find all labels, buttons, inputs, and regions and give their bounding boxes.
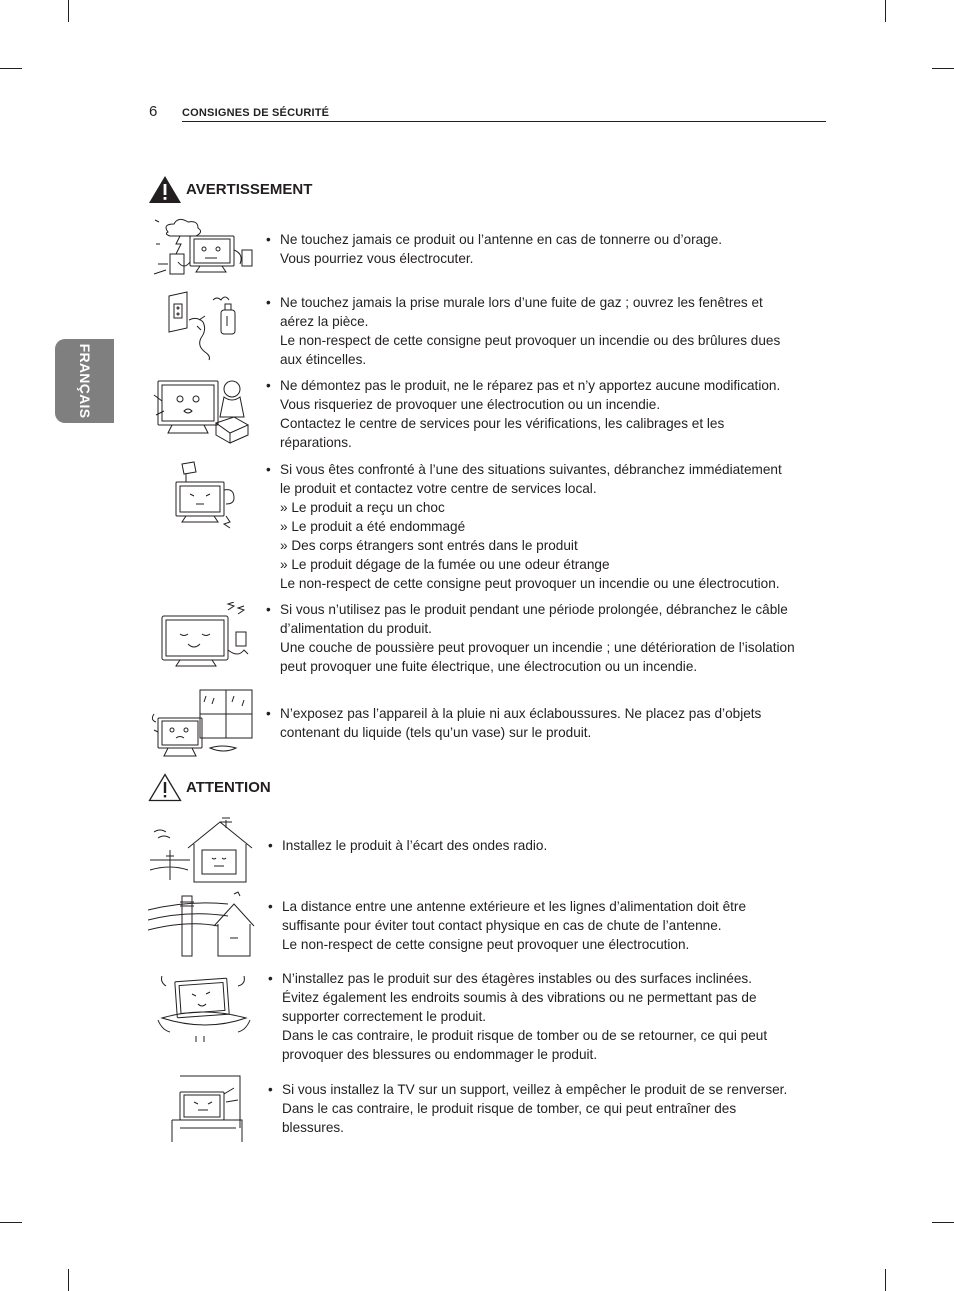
tv-rain-window-illustration [150,684,260,767]
item-text-line: Ne touchez jamais la prise murale lors d’une fuite de gaz ; ouvrez les fenêtres et [280,295,763,310]
item-text-line: » Le produit a été endommagé [280,519,466,534]
item-text-line: Vous pourriez vous électrocuter. [280,251,474,266]
item-text-line: d’alimentation du produit. [280,621,432,636]
item-text-line: Une couche de poussière peut provoquer un incendie ; une détérioration de l’isolation [280,640,795,655]
item-text-line: » Le produit dégage de la fumée ou une odeur étrange [280,557,610,572]
antenna-power-line-illustration [148,890,263,965]
tv-lightning-storm-illustration [150,214,265,285]
crop-mark [932,1222,954,1223]
tv-unstable-shelf-illustration [156,966,252,1047]
language-side-tab [55,339,114,423]
item-text-line: » Le produit a reçu un choc [280,500,445,515]
item-text-line: aérez la pièce. [280,314,369,329]
item-text-line: réparations. [280,435,352,450]
item-text-line: Le non-respect de cette consigne peut provoquer un incendie ou une électrocution. [280,576,780,591]
item-text-line: Si vous installez la TV sur un support, veillez à empêcher le produit de se renverser. [282,1082,788,1097]
tv-sleeping-unplug-illustration [158,602,258,675]
wall-outlet-gas-leak-illustration [165,290,245,367]
item-text-line: Si vous n’utilisez pas le produit pendant une période prolongée, débranchez le câble [280,602,788,617]
bullet-dot: • [268,971,273,986]
warning-title: AVERTISSEMENT [186,181,313,198]
item-text-line: Le non-respect de cette consigne peut provoquer un incendie ou des brûlures dues [280,333,781,348]
tv-on-stand-tipping-illustration [166,1072,246,1149]
bullet-dot: • [268,838,273,853]
caution-title: ATTENTION [186,779,271,796]
item-text-line: Ne touchez jamais ce produit ou l’antenne en cas de tonnerre ou d’orage. [280,232,723,247]
item-text-line: N’installez pas le produit sur des étagères instables ou des surfaces inclinées. [282,971,752,986]
crop-mark [885,1269,886,1291]
item-text-line: Dans le cas contraire, le produit risque de tomber ou de se retourner, ce qui peut [282,1028,768,1043]
crop-mark [0,68,22,69]
crop-mark [68,0,69,22]
crop-mark [0,1222,22,1223]
item-text-line: provoquer des blessures ou endommager le produit. [282,1047,598,1062]
header-rule [182,121,826,122]
item-text-line: peut provoquer une fuite électrique, une électrocution ou un incendie. [280,659,698,674]
bullet-dot: • [266,378,271,393]
item-text-line: Si vous êtes confronté à l’une des situations suivantes, débranchez immédiatement [280,462,782,477]
tv-damaged-smoke-illustration [168,460,240,535]
item-text-line: Le non-respect de cette consigne peut provoquer une électrocution. [282,937,690,952]
item-text-line: Vous risqueriez de provoquer une électrocution ou un incendie. [280,397,661,412]
item-text-line: Installez le produit à l’écart des ondes radio. [282,838,548,853]
bullet-dot: • [266,706,271,721]
item-text-line: supporter correctement le produit. [282,1009,487,1024]
item-text-line: Évitez également les endroits soumis à des vibrations ou ne permettant pas de [282,990,757,1005]
bullet-dot: • [268,1082,273,1097]
bullet-dot: • [268,899,273,914]
crop-mark [932,68,954,69]
item-text-line: aux étincelles. [280,352,367,367]
item-text-line: Dans le cas contraire, le produit risque de tomber, ce qui peut entraîner des [282,1101,737,1116]
crop-mark [68,1269,69,1291]
item-text-line: Ne démontez pas le produit, ne le réparez pas et n’y apportez aucune modification. [280,378,781,393]
bullet-dot: • [266,295,271,310]
bullet-dot: • [266,462,271,477]
item-text-line: le produit et contactez votre centre de services local. [280,481,597,496]
bullet-dot: • [266,602,271,617]
item-text-line: blessures. [282,1120,344,1135]
item-text-line: » Des corps étrangers sont entrés dans le produit [280,538,578,553]
house-antenna-radio-waves-illustration [148,816,260,889]
crop-mark [885,0,886,22]
running-head: CONSIGNES DE SÉCURITÉ [182,107,330,119]
language-label: FRANÇAIS [76,343,93,419]
item-text-line: La distance entre une antenne extérieure et les lignes d’alimentation doit être [282,899,746,914]
item-text-line: contenant du liquide (tels qu’un vase) sur le produit. [280,725,592,740]
tv-disassembly-repair-illustration [152,375,252,450]
bullet-dot: • [266,232,271,247]
warning-triangle-outline-icon [148,773,182,802]
warning-triangle-filled-icon [148,175,182,204]
page-number: 6 [149,103,158,120]
item-text-line: N’exposez pas l’appareil à la pluie ni aux éclaboussures. Ne placez pas d’objets [280,706,762,721]
item-text-line: Contactez le centre de services pour les vérifications, les calibrages et les [280,416,725,431]
item-text-line: suffisante pour éviter tout contact physique en cas de chute de l’antenne. [282,918,722,933]
